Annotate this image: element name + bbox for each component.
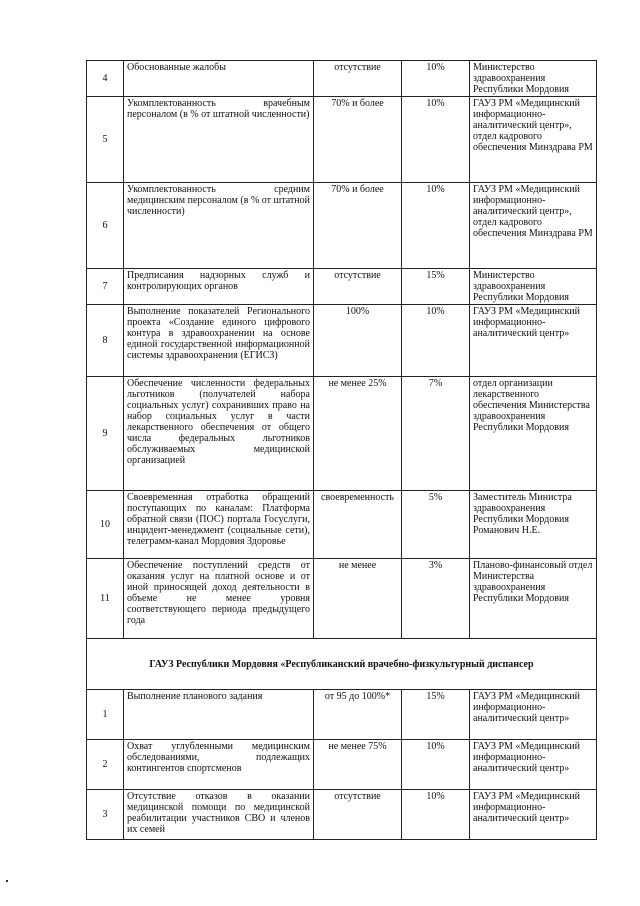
table-row (87, 491, 597, 559)
data-source-cell: ГАУЗ РМ «Медицинский информационно-аналитический центр» (470, 690, 597, 740)
data-source-cell: Планово-финансовый отдел Министерства здравоохранения Республики Мордовия (470, 559, 597, 639)
row-number: 11 (87, 559, 124, 639)
target-value-cell: не менее (314, 559, 402, 639)
indicator-cell: Обеспечение численности федеральных льготников (получателей набора социальных услуг) сохранивших право на набор социальных услуг в части лекарственного обеспечения от общего числа федеральных льготников обслуживаемых медицинской организацией (124, 377, 314, 491)
table-row (87, 377, 597, 491)
indicator-cell: Укомплектованность врачебным персоналом (в % от штатной численности) (124, 97, 314, 183)
indicators-table (86, 60, 597, 840)
target-value-cell: 100% (314, 305, 402, 377)
data-source-cell: ГАУЗ РМ «Медицинский информационно-аналитический центр», отдел кадрового обеспечения Минздрава РМ (470, 183, 597, 269)
target-value-cell: не менее 25% (314, 377, 402, 491)
table-row (87, 559, 597, 639)
row-number: 5 (87, 97, 124, 183)
weight-cell: 10% (402, 305, 470, 377)
scan-dot (6, 880, 8, 882)
weight-cell: 10% (402, 61, 470, 97)
target-value-cell: 70% и более (314, 183, 402, 269)
target-value-cell: 70% и более (314, 97, 402, 183)
data-source-cell: ГАУЗ РМ «Медицинский информационно-аналитический центр» (470, 305, 597, 377)
weight-cell: 10% (402, 740, 470, 790)
indicator-cell: Выполнение планового задания (124, 690, 314, 740)
data-source-cell: Заместитель Министра здравоохранения Республики Мордовия Романович Н.Е. (470, 491, 597, 559)
weight-cell: 15% (402, 269, 470, 305)
weight-cell: 10% (402, 97, 470, 183)
target-value-cell: своевременность (314, 491, 402, 559)
table-row (87, 690, 597, 740)
weight-cell: 15% (402, 690, 470, 740)
table-row (87, 740, 597, 790)
row-number: 4 (87, 61, 124, 97)
weight-cell: 10% (402, 183, 470, 269)
table-row (87, 97, 597, 183)
indicator-cell: Выполнение показателей Регионального проекта «Создание единого цифрового контура в здравоохранении на основе единой государственной информационной системы здравоохранения (ЕГИСЗ) (124, 305, 314, 377)
data-source-cell: ГАУЗ РМ «Медицинский информационно-аналитический центр», отдел кадрового обеспечения Минздрава РМ (470, 97, 597, 183)
table-row (87, 790, 597, 840)
table-row (87, 183, 597, 269)
indicator-cell: Обоснованные жалобы (124, 61, 314, 97)
indicator-cell: Обеспечение поступлений средств от оказания услуг на платной основе и от иной приносящей доход деятельности в объеме не менее уровня соответствующего периода предыдущего года (124, 559, 314, 639)
data-source-cell: Министерство здравоохранения Республики Мордовия (470, 61, 597, 97)
target-value-cell: отсутствие (314, 790, 402, 840)
table-row (87, 269, 597, 305)
row-number: 9 (87, 377, 124, 491)
table-body-part-1 (87, 61, 597, 639)
section-title: ГАУЗ Республики Мордовия «Республиканский врачебно-физкультурный диспансер (87, 639, 597, 690)
table-body-part-2 (87, 690, 597, 840)
indicator-cell: Укомплектованность средним медицинским персоналом (в % от штатной численности) (124, 183, 314, 269)
weight-cell: 7% (402, 377, 470, 491)
weight-cell: 10% (402, 790, 470, 840)
row-number: 10 (87, 491, 124, 559)
weight-cell: 5% (402, 491, 470, 559)
row-number: 7 (87, 269, 124, 305)
row-number: 6 (87, 183, 124, 269)
row-number: 2 (87, 740, 124, 790)
target-value-cell: от 95 до 100%* (314, 690, 402, 740)
data-source-cell: ГАУЗ РМ «Медицинский информационно-аналитический центр» (470, 790, 597, 840)
data-source-cell: Министерство здравоохранения Республики Мордовия (470, 269, 597, 305)
table-row (87, 61, 597, 97)
indicator-cell: Охват углубленными медицинским обследованиями, подлежащих контингентов спортсменов (124, 740, 314, 790)
section-header (87, 639, 597, 690)
target-value-cell: отсутствие (314, 269, 402, 305)
data-source-cell: ГАУЗ РМ «Медицинский информационно-аналитический центр» (470, 740, 597, 790)
indicator-cell: Отсутствие отказов в оказании медицинской помощи по медицинской реабилитации участников СВО и членов их семей (124, 790, 314, 840)
row-number: 1 (87, 690, 124, 740)
row-number: 3 (87, 790, 124, 840)
data-source-cell: отдел организации лекарственного обеспечения Министерства здравоохранения Республики Мордовия (470, 377, 597, 491)
indicator-cell: Своевременная отработка обращений поступающих по каналам: Платформа обратной связи (ПОС) портала Госуслуги, инцидент-менеджмент (социальные сети), телеграмм-канал Мордовия Здоровье (124, 491, 314, 559)
row-number: 8 (87, 305, 124, 377)
weight-cell: 3% (402, 559, 470, 639)
target-value-cell: не менее 75% (314, 740, 402, 790)
indicator-cell: Предписания надзорных служб и контролирующих органов (124, 269, 314, 305)
target-value-cell: отсутствие (314, 61, 402, 97)
table-row (87, 305, 597, 377)
